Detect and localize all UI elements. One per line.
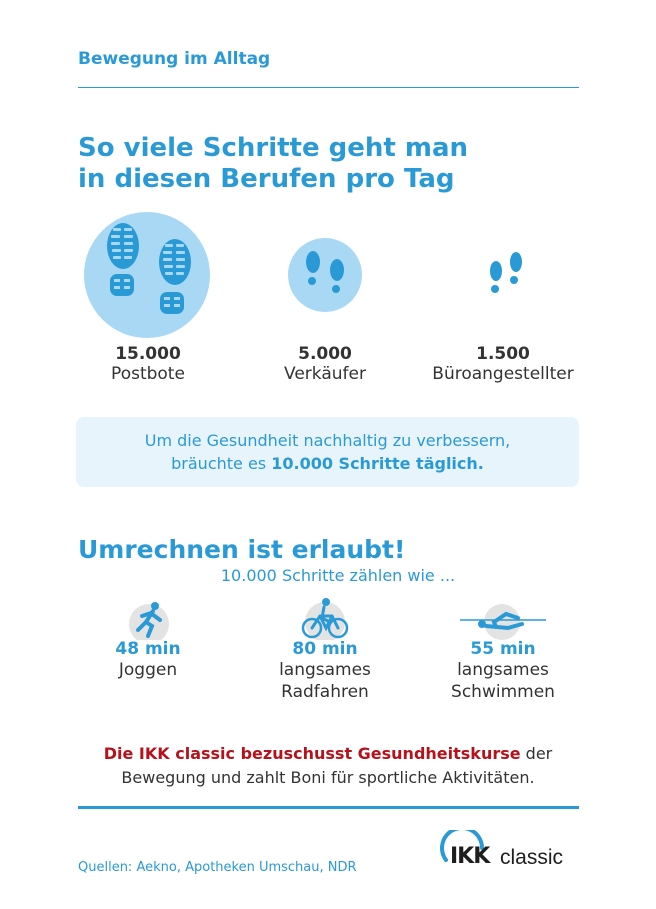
- profession-verkaeufer: [235, 344, 415, 384]
- footprints-small-icon: [480, 248, 530, 302]
- section-subtitle: 10.000 Schritte zählen wie ...: [220, 566, 456, 585]
- recommendation-callout: [76, 417, 579, 487]
- activity-schwimmen: [413, 639, 593, 703]
- profession-postbote: [58, 344, 238, 384]
- activity-label: langsames: [279, 660, 371, 680]
- cyclist-icon: [300, 596, 350, 640]
- activity-label-2: Schwimmen: [451, 682, 555, 702]
- step-count: 15.000: [115, 344, 181, 364]
- footprints-large-icon: [84, 212, 210, 338]
- divider: [78, 87, 579, 88]
- profession-label: Verkäufer: [284, 364, 366, 384]
- callout-line-2-prefix: bräuchte es: [171, 454, 272, 473]
- profession-bueroangestellter: [413, 344, 593, 384]
- sources-text: Quellen: Aekno, Apotheken Umschau, NDR: [78, 860, 357, 875]
- activity-minutes: 80 min: [292, 639, 358, 659]
- footprints-medium-icon: [288, 238, 362, 312]
- title-line-1: So viele Schritte geht man: [78, 133, 469, 163]
- activity-minutes: 55 min: [470, 639, 536, 659]
- callout-highlight: 10.000 Schritte täglich.: [271, 454, 484, 473]
- activity-label: Joggen: [118, 660, 178, 680]
- activity-minutes: 48 min: [115, 639, 181, 659]
- logo-classic: classic: [500, 846, 564, 869]
- profession-label: Postbote: [111, 364, 185, 384]
- activity-label-2: Radfahren: [281, 682, 369, 702]
- section-title: Umrechnen ist erlaubt!: [78, 535, 406, 564]
- logo-ikk: IKK: [450, 844, 490, 869]
- step-count: 1.500: [476, 344, 530, 364]
- activity-joggen: [58, 639, 238, 681]
- step-count: 5.000: [298, 344, 352, 364]
- profession-label: Büroangestellter: [432, 364, 574, 384]
- promo-line-2: Bewegung und zahlt Boni für sportliche Aktivitäten.: [121, 768, 535, 787]
- jogger-icon: [124, 600, 174, 640]
- ikk-classic-logo: [440, 830, 580, 876]
- callout-line-2: [76, 452, 579, 475]
- section-kicker: Bewegung im Alltag: [78, 49, 271, 69]
- promo-highlight: Die IKK classic bezuschusst Gesundheitskurse: [103, 744, 521, 763]
- callout-line-1: Um die Gesundheit nachhaltig zu verbessern,: [144, 431, 511, 450]
- page-title: [78, 133, 468, 195]
- promo-rest: der: [520, 744, 553, 763]
- title-line-2: in diesen Berufen pro Tag: [78, 164, 455, 194]
- activity-label: langsames: [457, 660, 549, 680]
- promo-line-1: [0, 742, 656, 766]
- footer-divider: [78, 806, 579, 809]
- promo-text: [0, 742, 656, 790]
- activity-radfahren: [235, 639, 415, 703]
- swimmer-icon: [460, 604, 546, 640]
